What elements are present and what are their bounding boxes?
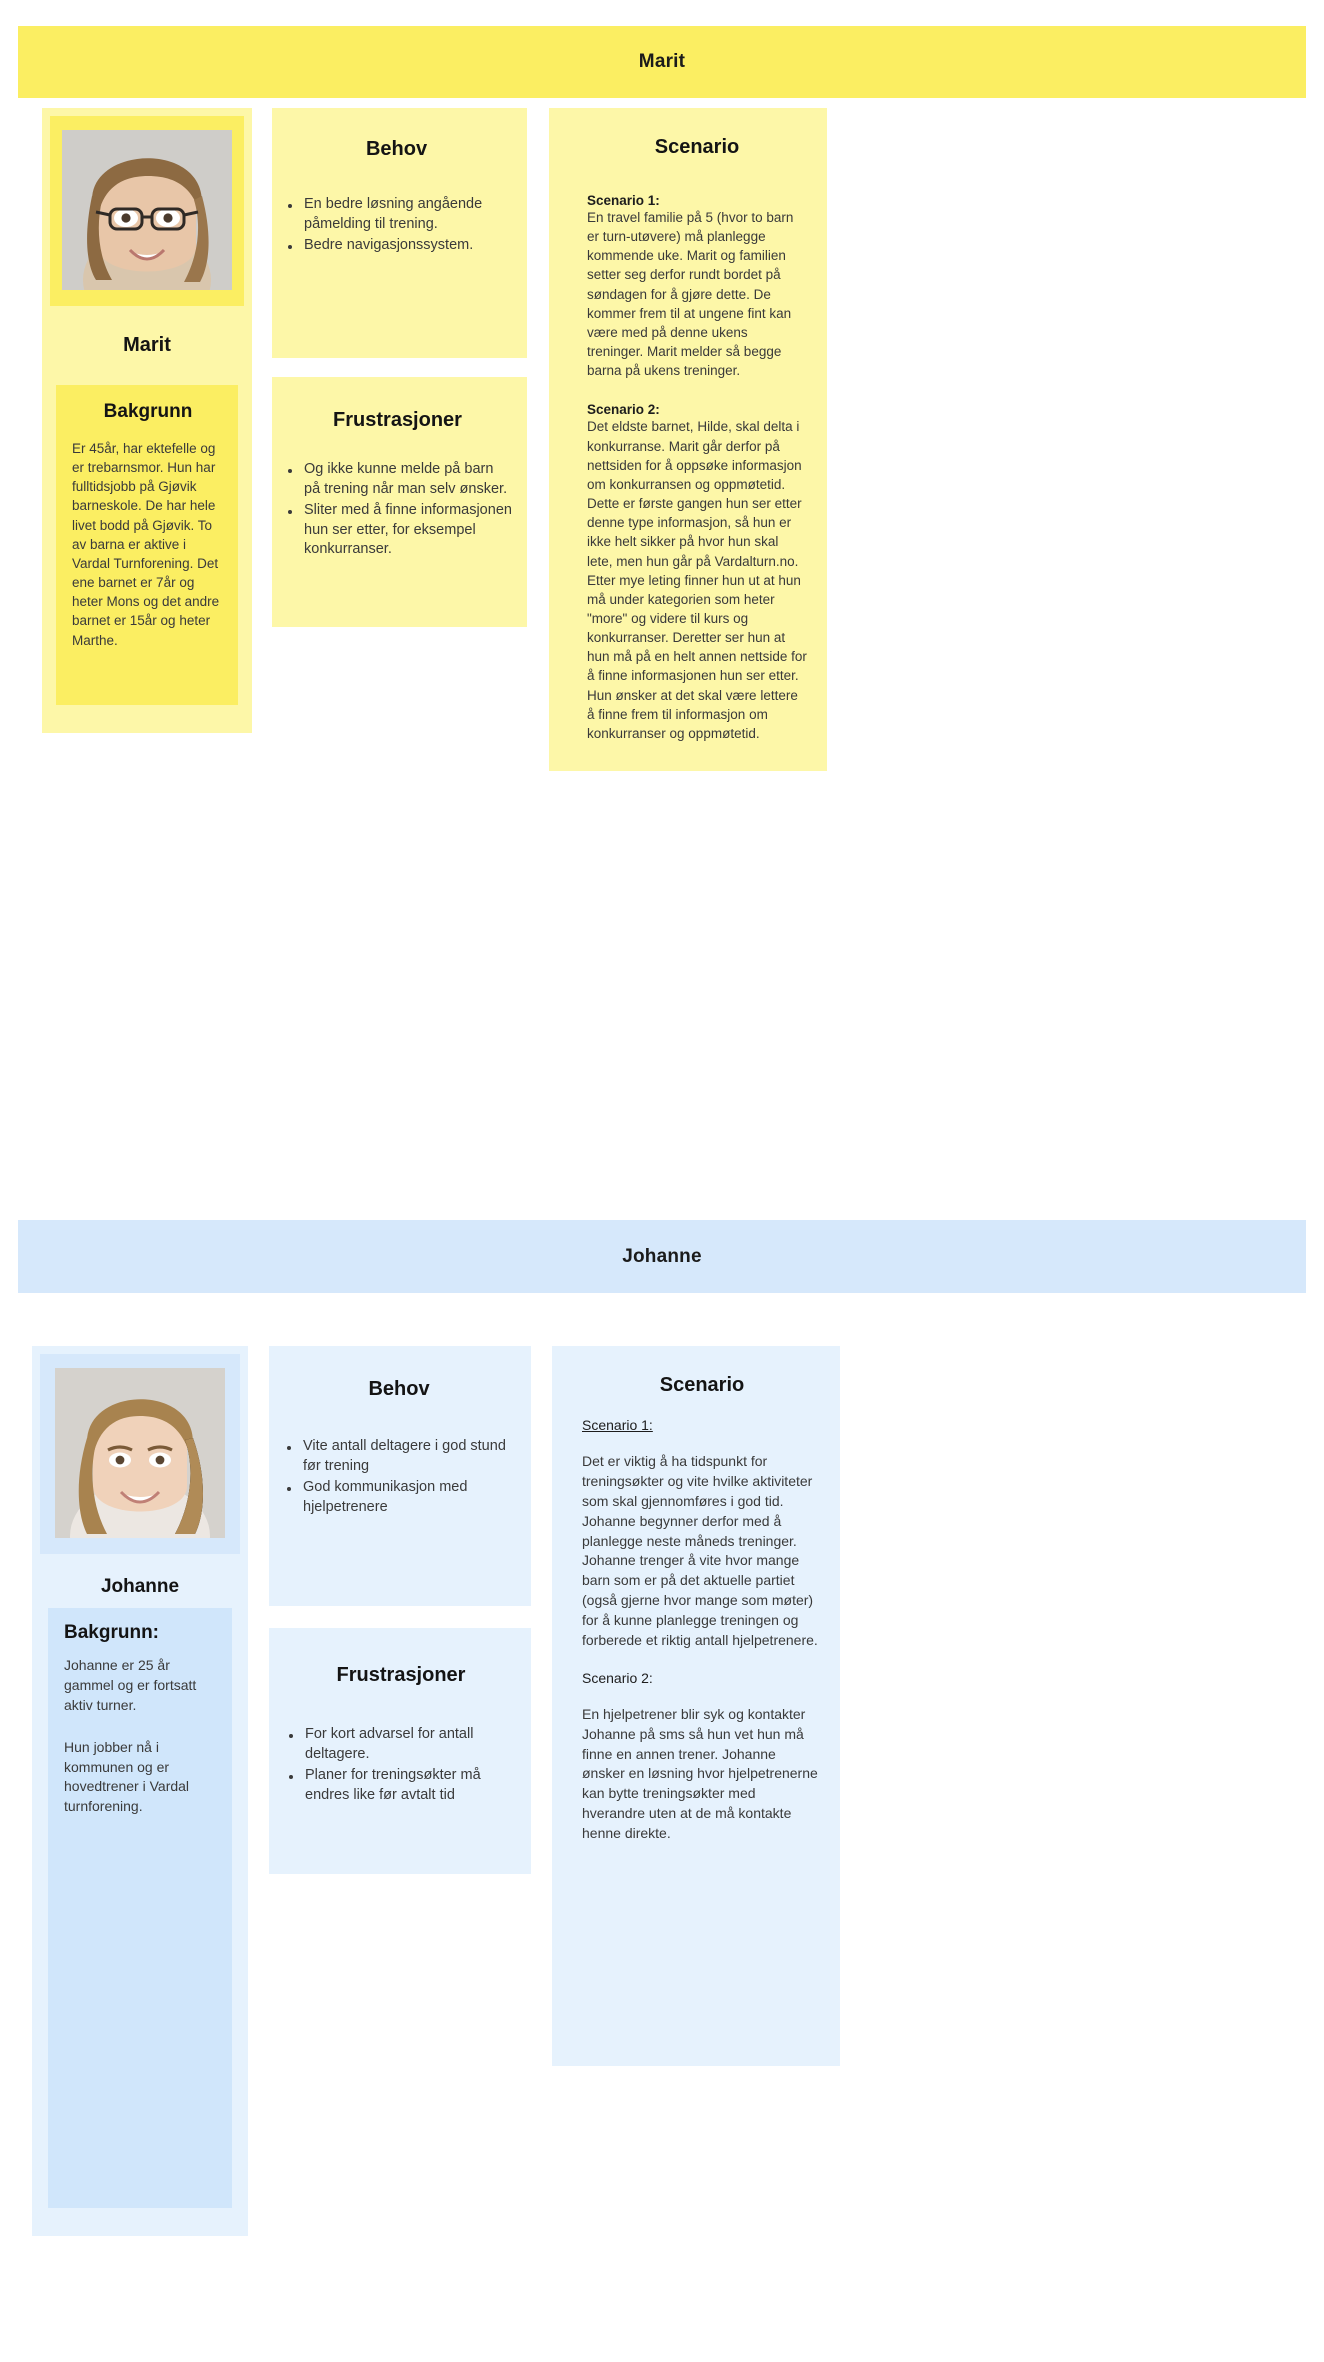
persona-banner-title: Johanne: [622, 1245, 702, 1267]
list-item: Sliter med å finne informasjonen hun ser etter, for eksempel konkurranser.: [282, 501, 513, 560]
behov-list-marit: [282, 195, 511, 256]
bakgrunn-text: Johanne er 25 år gammel og er fortsatt aktiv turner.: [64, 1657, 197, 1713]
frustrasjoner-card-marit: [272, 377, 527, 627]
bakgrunn-gap: [60, 1716, 220, 1738]
portrait-marit-graphic: [62, 130, 232, 290]
list-item: God kommunikasjon med hjelpetrenere: [281, 1478, 517, 1517]
scenario-title: Scenario: [659, 1374, 745, 1396]
bakgrunn-card-johanne: [48, 1608, 232, 2208]
portrait-frame-marit: [50, 116, 244, 306]
list-item: Bedre navigasjonssystem.: [282, 236, 511, 256]
behov-card-johanne: [269, 1346, 531, 1606]
middle-column-johanne: [269, 1346, 531, 1874]
frustrasjoner-list-johanne: [283, 1725, 519, 1805]
persona-banner-johanne: [18, 1220, 1306, 1293]
portrait-johanne-graphic: [55, 1368, 225, 1538]
scenario-text: En hjelpetrener blir syk og kontakter Johanne på sms så hun vet hun må finne en annen trener. Johanne ønsker en løsning hvor hjelpetrenerne kan bytte treningsøkter med hverandre uten at de må kontakte henne direkte.: [582, 1705, 818, 1841]
persona-columns-johanne: [0, 1346, 1324, 2236]
bakgrunn-text: Er 45år, har ektefelle og er trebarnsmor. Hun har fulltidsjobb på Gjøvik barneskole. De har hele livet bodd på Gjøvik. To av barna er aktive i Vardal Turnforening. Det ene barnet er 7år og heter Mons og det andre barnet er 15år og heter Marthe.: [72, 441, 220, 648]
scenario-entry: [587, 402, 807, 743]
behov-title: Behov: [365, 138, 428, 160]
scenario-gap: [582, 1433, 822, 1452]
list-item: Og ikke kunne melde på barn på trening når man selv ønsker.: [282, 460, 513, 499]
persona-banner-marit: [18, 26, 1306, 98]
list-item: For kort advarsel for antall deltagere.: [283, 1725, 519, 1764]
profile-column-marit: [42, 108, 252, 733]
scenario-card-johanne: [552, 1346, 840, 2066]
persona-name-marit: Marit: [123, 334, 171, 356]
portrait-johanne: [55, 1368, 225, 1538]
scenario-text: Det er viktig å ha tidspunkt for treningsøkter og vite hvilke aktiviteter som skal gjennomføres i god tid. Johanne begynner derfor med å planlegge neste måneds treninger. Johanne trenger å vite hvor mange barn som er på det aktuelle partiet (også gjerne hvor mange som møter) for å kunne planlegge treningen og forberede et riktig antall hjelpetrenere.: [582, 1453, 818, 1648]
scenario-gap: [582, 1651, 822, 1670]
bakgrunn-title: Bakgrunn:: [64, 1622, 159, 1643]
behov-card-marit: [272, 108, 527, 358]
list-item: Vite antall deltagere i god stund før trening: [281, 1437, 517, 1476]
behov-list-johanne: [281, 1437, 517, 1517]
bakgrunn-text-2: Hun jobber nå i kommunen og er hovedtrener i Vardal turnforening.: [64, 1738, 190, 1815]
scenario-entry: [582, 1670, 822, 1844]
scenario-gap: [587, 380, 807, 402]
persona-name-johanne: Johanne: [100, 1576, 180, 1597]
scenario-gap: [582, 1686, 822, 1705]
behov-title: Behov: [368, 1378, 430, 1400]
persona-banner-title: Marit: [638, 51, 686, 72]
scenario-heading: Scenario 2:: [587, 402, 660, 418]
list-item: Planer for treningsøkter må endres like før avtalt tid: [283, 1766, 519, 1805]
scenario-heading: Scenario 1:: [587, 193, 660, 208]
frustrasjoner-card-johanne: [269, 1628, 531, 1874]
bakgrunn-card-marit: [56, 385, 238, 705]
scenario-entry: [582, 1417, 822, 1651]
portrait-marit: [62, 130, 232, 290]
scenario-entry: [587, 193, 807, 380]
scenario-title: Scenario: [654, 136, 740, 158]
persona-columns-marit: [0, 108, 1324, 771]
list-item: En bedre løsning angående påmelding til trening.: [282, 195, 511, 234]
frustrasjoner-title: Frustrasjoner: [336, 1664, 466, 1686]
frustrasjoner-title: Frustrasjoner: [333, 409, 462, 431]
bakgrunn-title: Bakgrunn: [103, 401, 193, 422]
profile-column-johanne: [32, 1346, 248, 2236]
frustrasjoner-list-marit: [282, 460, 513, 560]
portrait-frame-johanne: [40, 1354, 240, 1554]
scenario-heading: Scenario 1:: [582, 1417, 653, 1433]
scenario-text: En travel familie på 5 (hvor to barn er turn-utøvere) må planlegge kommende uke. Marit og familien setter seg derfor rundt bordet på søndagen for å gjøre dette. De kommer frem til at ungene fint kan være med på denne ukens treninger. Marit melder så begge barna på ukens treninger.: [587, 210, 794, 379]
scenario-heading: Scenario 2:: [582, 1669, 653, 1686]
middle-column-marit: [272, 108, 527, 627]
scenario-text: Det eldste barnet, Hilde, skal delta i konkurranse. Marit går derfor på nettsiden for å oppsøke informasjon om konkurransen og oppmøtetid. Dette er første gangen hun ser etter denne type informasjon, så hun er ikke helt sikker på hvor hun skal lete, men hun går på Vardalturn.no. Etter mye leting finner hun ut at hun må under kategorien som heter "more" og videre til kurs og konkurranser. Deretter ser hun at hun må på en helt annen nettside for å finne informasjonen hun ser etter. Hun ønsker at det skal være lettere å finne frem til informasjon om konkurranser og oppmøtetid.: [587, 419, 807, 741]
scenario-card-marit: [549, 108, 827, 771]
